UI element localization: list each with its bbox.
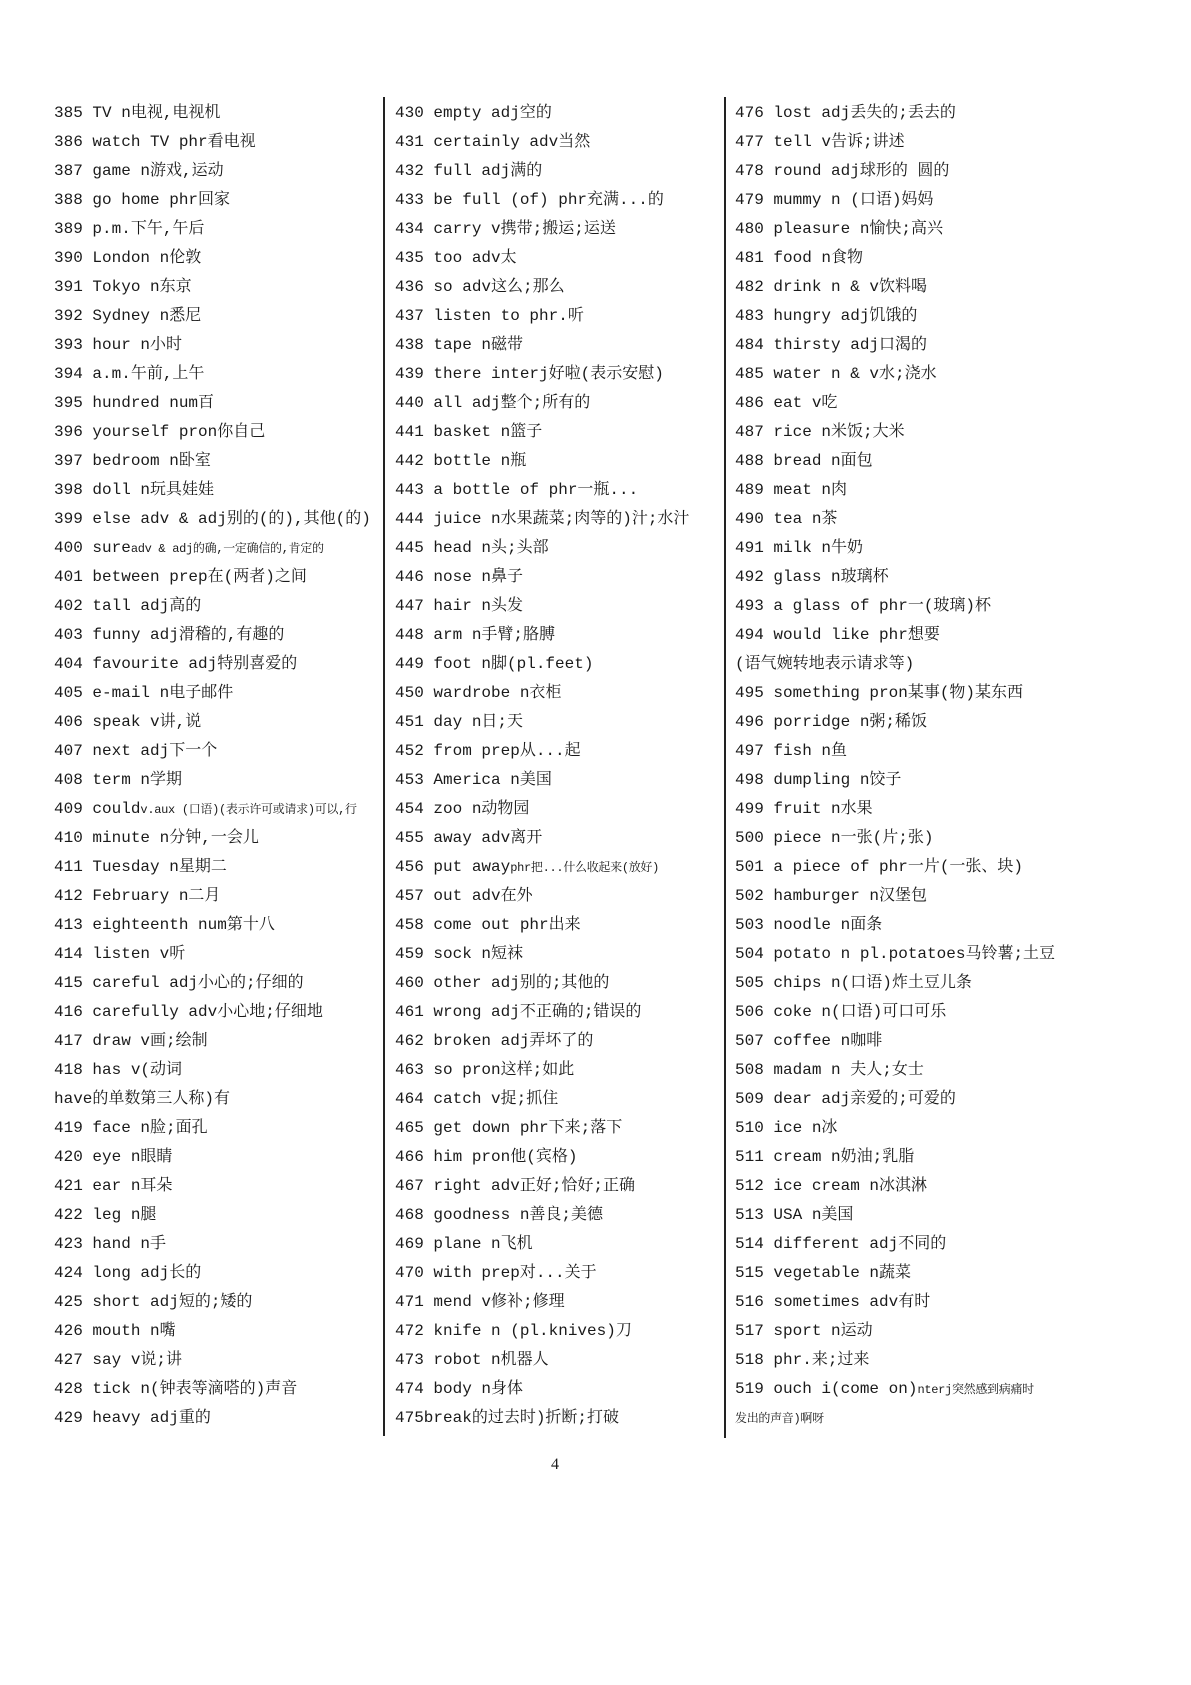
entry-text: 500 piece n一张(片;张)	[735, 829, 934, 847]
entry-text: 441 basket n篮子	[395, 423, 543, 441]
vocab-entry	[54, 1317, 376, 1346]
vocab-entry	[54, 679, 376, 708]
entry-text: 516 sometimes adv有时	[735, 1293, 931, 1311]
vocab-entry	[395, 1317, 717, 1346]
entry-text: 452 from prep从...起	[395, 742, 581, 760]
vocab-entry	[395, 1288, 717, 1317]
vocab-entry	[735, 244, 1080, 273]
vocab-entry	[54, 853, 376, 882]
entry-text: 401 between prep在(两者)之间	[54, 568, 307, 586]
entry-text: 433 be full (of) phr充满...的	[395, 191, 664, 209]
entry-text: 453 America n美国	[395, 771, 552, 789]
vocab-entry	[54, 418, 376, 447]
entry-text: 426 mouth n嘴	[54, 1322, 176, 1340]
entry-text: 438 tape n磁带	[395, 336, 524, 354]
entry-text: 420 eye n眼睛	[54, 1148, 173, 1166]
vocab-entry	[54, 1230, 376, 1259]
vocab-entry	[54, 389, 376, 418]
vocab-entry	[395, 1085, 717, 1114]
vocab-entry	[395, 389, 717, 418]
vocab-entry	[54, 882, 376, 911]
vocab-entry	[54, 1056, 376, 1085]
entry-text: 427 say v说;讲	[54, 1351, 183, 1369]
entry-note: v.aux (口语)(表示许可或请求)可以,行	[140, 803, 357, 817]
vocab-entry	[395, 737, 717, 766]
entry-text: 418 has v(动词	[54, 1061, 183, 1079]
vocab-entry	[735, 302, 1080, 331]
entry-text: 400 sure	[54, 539, 131, 557]
entry-text: 508 madam n 夫人;女士	[735, 1061, 924, 1079]
vocab-entry	[735, 128, 1080, 157]
entry-text: 429 heavy adj重的	[54, 1409, 211, 1427]
entry-text: 451 day n日;天	[395, 713, 524, 731]
entry-text: 476 lost adj丢失的;丢去的	[735, 104, 956, 122]
vocab-entry	[54, 505, 376, 534]
vocab-entry	[395, 621, 717, 650]
entry-text: 450 wardrobe n衣柜	[395, 684, 562, 702]
entry-text: 460 other adj别的;其他的	[395, 974, 610, 992]
vocab-entry	[395, 592, 717, 621]
entry-text: 511 cream n奶油;乳脂	[735, 1148, 915, 1166]
vocab-entry	[735, 186, 1080, 215]
vocab-entry	[395, 534, 717, 563]
entry-text: 501 a piece of phr一片(一张、块)	[735, 858, 1024, 876]
vocab-entry	[395, 795, 717, 824]
entry-text: 514 different adj不同的	[735, 1235, 947, 1253]
entry-text: 489 meat n肉	[735, 481, 848, 499]
vocab-entry	[54, 1027, 376, 1056]
entry-text: 499 fruit n水果	[735, 800, 873, 818]
vocab-entry	[395, 679, 717, 708]
vocab-entry	[54, 940, 376, 969]
vocab-entry	[395, 1404, 717, 1433]
entry-text: 471 mend v修补;修理	[395, 1293, 565, 1311]
entry-text: 463 so pron这样;如此	[395, 1061, 575, 1079]
entry-text: 423 hand n手	[54, 1235, 167, 1253]
entry-text: 444 juice n水果蔬菜;肉等的)汁;水汁	[395, 510, 690, 528]
vocab-entry	[54, 650, 376, 679]
entry-text: 428 tick n(钟表等滴嗒的)声音	[54, 1380, 298, 1398]
entry-text: 517 sport n运动	[735, 1322, 873, 1340]
entry-text: 388 go home phr回家	[54, 191, 231, 209]
entry-text: 494 would like phr想要	[735, 626, 940, 644]
entry-text: 469 plane n飞机	[395, 1235, 533, 1253]
entry-text: 396 yourself pron你自己	[54, 423, 266, 441]
entry-text: 425 short adj短的;矮的	[54, 1293, 253, 1311]
entry-text: 407 next adj下一个	[54, 742, 218, 760]
entry-text: 502 hamburger n汉堡包	[735, 887, 928, 905]
vocab-entry	[735, 1346, 1080, 1375]
entry-text: 464 catch v捉;抓住	[395, 1090, 559, 1108]
vocab-entry	[735, 1085, 1080, 1114]
entry-text: 468 goodness n善良;美德	[395, 1206, 604, 1224]
vocab-entry	[54, 621, 376, 650]
entry-text: 390 London n伦敦	[54, 249, 202, 267]
entry-text: 408 term n学期	[54, 771, 183, 789]
entry-text: 480 pleasure n愉快;高兴	[735, 220, 944, 238]
entry-text: 445 head n头;头部	[395, 539, 549, 557]
vocab-entry	[395, 244, 717, 273]
entry-text: 436 so adv这么;那么	[395, 278, 565, 296]
entry-text: 395 hundred num百	[54, 394, 215, 412]
vocab-entry	[735, 882, 1080, 911]
entry-text: 485 water n & v水;浇水	[735, 365, 937, 383]
entry-text: 430 empty adj空的	[395, 104, 552, 122]
entry-text: 411 Tuesday n星期二	[54, 858, 227, 876]
entry-text: 447 hair n头发	[395, 597, 524, 615]
entry-text: 490 tea n茶	[735, 510, 838, 528]
vocab-entry	[735, 969, 1080, 998]
entry-text: 462 broken adj弄坏了的	[395, 1032, 594, 1050]
entry-text: 507 coffee n咖啡	[735, 1032, 883, 1050]
vocab-entry	[735, 1172, 1080, 1201]
entry-text: 493 a glass of phr一(玻璃)杯	[735, 597, 992, 615]
vocab-entry	[735, 621, 1080, 650]
entry-text: 483 hungry adj饥饿的	[735, 307, 918, 325]
vocab-entry	[54, 1288, 376, 1317]
vocab-entry	[395, 853, 717, 882]
vocab-entry	[735, 679, 1080, 708]
entry-text: 509 dear adj亲爱的;可爱的	[735, 1090, 956, 1108]
entry-text: 439 there interj好啦(表示安慰)	[395, 365, 664, 383]
entry-text: 495 something pron某事(物)某东西	[735, 684, 1024, 702]
vocab-entry	[735, 1317, 1080, 1346]
entry-text: 446 nose n鼻子	[395, 568, 524, 586]
vocab-entry	[54, 447, 376, 476]
entry-text: 397 bedroom n卧室	[54, 452, 211, 470]
vocab-entry	[735, 795, 1080, 824]
vocab-entry	[735, 273, 1080, 302]
entry-text: 461 wrong adj不正确的;错误的	[395, 1003, 642, 1021]
vocab-entry	[395, 331, 717, 360]
vocab-entry	[735, 1259, 1080, 1288]
vocab-entry	[54, 563, 376, 592]
entry-text: 413 eighteenth num第十八	[54, 916, 275, 934]
entry-note: phr把...什么收起来(放好)	[510, 861, 660, 875]
vocab-column-1	[54, 99, 376, 1433]
entry-text: 513 USA n美国	[735, 1206, 854, 1224]
entry-text: 406 speak v讲,说	[54, 713, 202, 731]
entry-text: 443 a bottle of phr一瓶...	[395, 481, 639, 499]
vocab-entry	[735, 708, 1080, 737]
vocab-entry	[395, 215, 717, 244]
vocab-entry	[735, 940, 1080, 969]
entry-text: 481 food n食物	[735, 249, 864, 267]
vocab-entry	[735, 650, 1080, 679]
entry-text: 424 long adj长的	[54, 1264, 202, 1282]
vocab-entry	[395, 708, 717, 737]
entry-text: 402 tall adj高的	[54, 597, 202, 615]
vocab-entry	[395, 1259, 717, 1288]
entry-text: 417 draw v画;绘制	[54, 1032, 208, 1050]
vocab-entry	[54, 795, 376, 824]
vocab-entry	[54, 99, 376, 128]
entry-text: 458 come out phr出来	[395, 916, 581, 934]
vocab-entry	[54, 331, 376, 360]
entry-text: 421 ear n耳朵	[54, 1177, 173, 1195]
vocab-entry	[54, 1172, 376, 1201]
vocab-entry	[54, 911, 376, 940]
entry-text: 479 mummy n (口语)妈妈	[735, 191, 934, 209]
vocab-entry	[395, 128, 717, 157]
vocab-entry	[395, 911, 717, 940]
vocab-entry	[54, 708, 376, 737]
vocab-entry	[395, 1230, 717, 1259]
vocab-entry	[735, 331, 1080, 360]
vocab-entry	[395, 969, 717, 998]
vocab-entry	[54, 244, 376, 273]
entry-text: 470 with prep对...关于	[395, 1264, 597, 1282]
column-divider	[724, 97, 726, 1438]
vocab-entry	[395, 1375, 717, 1404]
vocab-entry	[54, 592, 376, 621]
vocab-entry	[735, 1230, 1080, 1259]
entry-note: adv & adj的确,一定确信的,肯定的	[130, 542, 324, 556]
vocab-entry	[735, 389, 1080, 418]
vocab-entry	[735, 418, 1080, 447]
vocab-entry	[54, 1085, 376, 1114]
vocab-entry	[395, 186, 717, 215]
entry-text: 496 porridge n粥;稀饭	[735, 713, 928, 731]
vocab-entry	[395, 824, 717, 853]
entry-text: 466 him pron他(宾格)	[395, 1148, 578, 1166]
entry-text: 518 phr.来;过来	[735, 1351, 870, 1369]
entry-text: 389 p.m.下午,午后	[54, 220, 205, 238]
vocab-entry	[735, 505, 1080, 534]
vocab-entry	[735, 998, 1080, 1027]
vocab-entry	[395, 476, 717, 505]
entry-text: 484 thirsty adj口渴的	[735, 336, 928, 354]
entry-text: 437 listen to phr.听	[395, 307, 584, 325]
entry-text: 492 glass n玻璃杯	[735, 568, 889, 586]
vocab-entry	[395, 99, 717, 128]
vocab-entry	[735, 534, 1080, 563]
entry-text: 504 potato n pl.potatoes马铃薯;土豆	[735, 945, 1056, 963]
entry-text: 474 body n身体	[395, 1380, 524, 1398]
column-divider	[383, 97, 385, 1436]
entry-text: 403 funny adj滑稽的,有趣的	[54, 626, 285, 644]
vocab-entry	[735, 1114, 1080, 1143]
entry-text: 467 right adv正好;恰好;正确	[395, 1177, 636, 1195]
entry-text: 498 dumpling n饺子	[735, 771, 902, 789]
entry-note: nterj突然感到病痛时	[917, 1383, 1034, 1397]
entry-text: 486 eat v吃	[735, 394, 838, 412]
vocab-entry	[735, 1201, 1080, 1230]
entry-text: 497 fish n鱼	[735, 742, 848, 760]
vocab-entry	[735, 1143, 1080, 1172]
entry-text: 459 sock n短袜	[395, 945, 524, 963]
vocab-entry	[735, 592, 1080, 621]
vocab-entry	[735, 766, 1080, 795]
vocab-column-2	[395, 99, 717, 1433]
vocab-entry	[395, 505, 717, 534]
entry-text: 431 certainly adv当然	[395, 133, 591, 151]
entry-text: 435 too adv太	[395, 249, 517, 267]
entry-text: have的单数第三人称)有	[54, 1090, 231, 1108]
vocab-entry	[735, 1404, 1080, 1433]
entry-text: 482 drink n & v饮料喝	[735, 278, 928, 296]
entry-text: (语气婉转地表示请求等)	[735, 655, 915, 673]
entry-text: 455 away adv离开	[395, 829, 543, 847]
entry-text: 454 zoo n动物园	[395, 800, 530, 818]
vocab-entry	[54, 186, 376, 215]
vocab-entry	[54, 273, 376, 302]
entry-text: 391 Tokyo n东京	[54, 278, 192, 296]
entry-text: 416 carefully adv小心地;仔细地	[54, 1003, 323, 1021]
entry-text: 412 February n二月	[54, 887, 221, 905]
entry-text: 505 chips n(口语)炸土豆儿条	[735, 974, 972, 992]
entry-text: 440 all adj整个;所有的	[395, 394, 591, 412]
entry-text: 387 game n游戏,运动	[54, 162, 224, 180]
vocab-entry	[395, 998, 717, 1027]
vocab-entry	[54, 737, 376, 766]
vocab-entry	[395, 447, 717, 476]
entry-text: 448 arm n手臂;胳膊	[395, 626, 556, 644]
vocab-entry	[54, 1143, 376, 1172]
vocab-entry	[395, 563, 717, 592]
entry-text: 487 rice n米饭;大米	[735, 423, 905, 441]
vocab-entry	[54, 969, 376, 998]
vocab-entry	[395, 1143, 717, 1172]
entry-text: 404 favourite adj特别喜爱的	[54, 655, 298, 673]
vocab-entry	[735, 447, 1080, 476]
entry-text: 386 watch TV phr看电视	[54, 133, 256, 151]
entry-text: 432 full adj满的	[395, 162, 543, 180]
vocab-entry	[395, 766, 717, 795]
vocab-entry	[54, 1259, 376, 1288]
vocab-entry	[395, 302, 717, 331]
vocab-entry	[54, 128, 376, 157]
vocab-entry	[735, 1027, 1080, 1056]
vocab-entry	[54, 1201, 376, 1230]
entry-text: 393 hour n小时	[54, 336, 183, 354]
vocab-entry	[735, 157, 1080, 186]
entry-text: 392 Sydney n悉尼	[54, 307, 202, 325]
entry-text: 472 knife n (pl.knives)刀	[395, 1322, 632, 1340]
vocab-entry	[54, 766, 376, 795]
entry-text: 503 noodle n面条	[735, 916, 883, 934]
vocab-entry	[395, 882, 717, 911]
vocab-entry	[395, 1114, 717, 1143]
vocab-entry	[395, 157, 717, 186]
vocab-entry	[735, 1056, 1080, 1085]
vocab-column-3	[735, 99, 1080, 1433]
entry-text: 457 out adv在外	[395, 887, 533, 905]
entry-text: 475break的过去时)折断;打破	[395, 1409, 620, 1427]
vocab-entry	[395, 1172, 717, 1201]
entry-text: 442 bottle n瓶	[395, 452, 527, 470]
entry-text: 409 could	[54, 800, 141, 818]
vocab-entry	[735, 737, 1080, 766]
vocab-entry	[735, 215, 1080, 244]
vocab-entry	[395, 418, 717, 447]
vocab-entry	[735, 824, 1080, 853]
entry-text: 488 bread n面包	[735, 452, 873, 470]
vocab-entry	[735, 1375, 1080, 1404]
vocab-entry	[395, 1056, 717, 1085]
vocab-entry	[395, 940, 717, 969]
vocab-entry	[54, 1346, 376, 1375]
vocab-entry	[395, 1346, 717, 1375]
entry-text: 510 ice n冰	[735, 1119, 838, 1137]
vocab-entry	[395, 273, 717, 302]
entry-text: 422 leg n腿	[54, 1206, 157, 1224]
entry-text: 506 coke n(口语)可口可乐	[735, 1003, 947, 1021]
entry-text: 465 get down phr下来;落下	[395, 1119, 623, 1137]
entry-text: 515 vegetable n蔬菜	[735, 1264, 912, 1282]
entry-text: 473 robot n机器人	[395, 1351, 549, 1369]
vocab-entry	[735, 1288, 1080, 1317]
entry-text: 414 listen v听	[54, 945, 186, 963]
vocab-entry	[54, 534, 376, 563]
vocab-entry	[735, 99, 1080, 128]
vocab-entry	[395, 1201, 717, 1230]
vocab-entry	[54, 215, 376, 244]
entry-text: 449 foot n脚(pl.feet)	[395, 655, 594, 673]
entry-text: 519 ouch i(come on)	[735, 1380, 918, 1398]
vocab-entry	[54, 1114, 376, 1143]
entry-text: 456 put away	[395, 858, 511, 876]
vocab-entry	[54, 302, 376, 331]
vocab-entry	[54, 998, 376, 1027]
vocab-entry	[54, 1404, 376, 1433]
vocab-entry	[395, 360, 717, 389]
entry-text: 434 carry v携带;搬运;运送	[395, 220, 616, 238]
vocab-entry	[735, 563, 1080, 592]
entry-text: 478 round adj球形的 圆的	[735, 162, 950, 180]
entry-text: 477 tell v告诉;讲述	[735, 133, 905, 151]
vocab-entry	[735, 360, 1080, 389]
entry-text: 399 else adv & adj别的(的),其他(的)	[54, 510, 371, 528]
entry-text: 415 careful adj小心的;仔细的	[54, 974, 304, 992]
vocab-entry	[54, 824, 376, 853]
entry-text: 410 minute n分钟,一会儿	[54, 829, 259, 847]
vocab-entry	[54, 1375, 376, 1404]
entry-text: 398 doll n玩具娃娃	[54, 481, 215, 499]
entry-text: 419 face n脸;面孔	[54, 1119, 208, 1137]
vocab-entry	[735, 476, 1080, 505]
entry-text: 394 a.m.午前,上午	[54, 365, 205, 383]
vocab-entry	[54, 157, 376, 186]
page-number: 4	[551, 1456, 559, 1473]
vocab-entry	[735, 853, 1080, 882]
vocab-entry	[395, 1027, 717, 1056]
vocab-entry	[395, 650, 717, 679]
vocab-entry	[54, 476, 376, 505]
vocab-entry	[735, 911, 1080, 940]
entry-text: 405 e-mail n电子邮件	[54, 684, 234, 702]
vocab-entry	[54, 360, 376, 389]
entry-note: 发出的声音)啊呀	[735, 1412, 824, 1426]
entry-text: 491 milk n牛奶	[735, 539, 864, 557]
entry-text: 385 TV n电视,电视机	[54, 104, 221, 122]
entry-text: 512 ice cream n冰淇淋	[735, 1177, 928, 1195]
